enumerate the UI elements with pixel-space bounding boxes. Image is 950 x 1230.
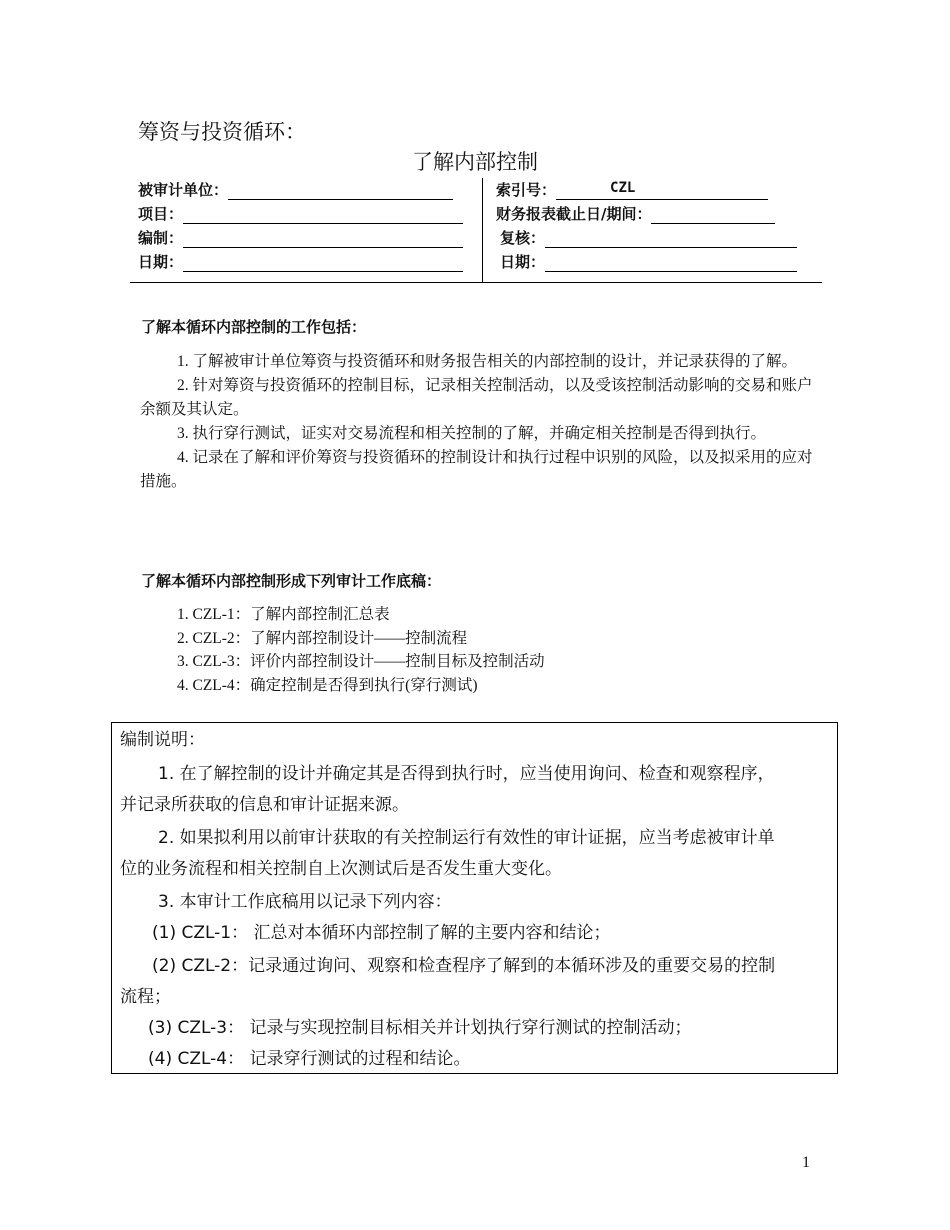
header-table (130, 178, 822, 283)
date-row-left (138, 250, 463, 272)
index-label: 索引号： (496, 181, 557, 199)
section-title: 筹资与投资循环： (138, 120, 306, 144)
reviewer-row (500, 226, 797, 248)
notes-line: 流程； (120, 987, 171, 1007)
notes-box (111, 722, 838, 1074)
papers-list (177, 603, 545, 697)
header-divider (482, 178, 483, 282)
auditee-label: 被审计单位： (138, 181, 229, 199)
page-number: 1 (802, 1154, 810, 1171)
auditee-row (138, 178, 453, 200)
paper-item: 3. CZL-3：评价内部控制设计——控制目标及控制活动 (177, 653, 545, 670)
preparer-row (138, 226, 463, 248)
project-field[interactable] (183, 204, 463, 224)
preparer-field[interactable] (183, 228, 463, 248)
notes-line: (1) CZL-1： 汇总对本循环内部控制了解的主要内容和结论； (152, 923, 611, 943)
work-item: 4. 记录在了解和评价筹资与投资循环的控制设计和执行过程中识别的风险，以及拟采用的应对措施。 (140, 449, 813, 490)
period-field[interactable] (651, 204, 775, 224)
period-row (496, 202, 775, 224)
notes-line: 并记录所获取的信息和审计证据来源。 (120, 795, 409, 815)
paper-item: 1. CZL-1：了解内部控制汇总表 (177, 606, 390, 623)
notes-line: 2. 如果拟利用以前审计获取的有关控制运行有效性的审计证据，应当考虑被审计单 (158, 828, 775, 848)
work-item: 1. 了解被审计单位筹资与投资循环和财务报告相关的内部控制的设计，并记录获得的了解。 (177, 353, 798, 370)
period-label: 财务报表截止日/期间： (496, 205, 652, 223)
date-row-right (500, 250, 797, 272)
work-heading: 了解本循环内部控制的工作包括： (141, 318, 367, 336)
papers-heading: 了解本循环内部控制形成下列审计工作底稿： (141, 572, 442, 590)
document-title: 了解内部控制 (412, 150, 538, 174)
work-item: 3. 执行穿行测试，证实对交易流程和相关控制的了解，并确定相关控制是否得到执行。 (177, 425, 767, 442)
preparer-label: 编制： (138, 229, 184, 247)
notes-line: 位的业务流程和相关控制自上次测试后是否发生重大变化。 (120, 859, 562, 879)
notes-line: (4) CZL-4： 记录穿行测试的过程和结论。 (148, 1049, 471, 1069)
date-label-right: 日期： (500, 253, 546, 271)
index-field[interactable]: CZL (556, 180, 768, 200)
notes-line: (2) CZL-2：记录通过询问、观察和检查程序了解到的本循环涉及的重要交易的控制 (152, 956, 776, 976)
project-label: 项目： (138, 205, 184, 223)
auditee-field[interactable] (228, 180, 453, 200)
work-item: 2. 针对筹资与投资循环的控制目标，记录相关控制活动，以及受该控制活动影响的交易和账户余额及其认定。 (140, 377, 813, 418)
work-items (140, 350, 816, 494)
index-row (496, 178, 768, 200)
date-field-right[interactable] (545, 252, 797, 272)
paper-item: 2. CZL-2：了解内部控制设计——控制流程 (177, 629, 468, 647)
notes-line: 3. 本审计工作底稿用以记录下列内容： (158, 892, 452, 912)
reviewer-label: 复核： (500, 229, 546, 247)
notes-line: 1. 在了解控制的设计并确定其是否得到执行时，应当使用询问、检查和观察程序， (158, 764, 775, 784)
date-field-left[interactable] (183, 252, 463, 272)
paper-item: 4. CZL-4：确定控制是否得到执行(穿行测试) (177, 676, 478, 694)
date-label-left: 日期： (138, 253, 184, 271)
reviewer-field[interactable] (545, 228, 797, 248)
project-row (138, 202, 463, 224)
notes-title: 编制说明： (120, 730, 205, 750)
notes-line: (3) CZL-3： 记录与实现控制目标相关并计划执行穿行测试的控制活动； (148, 1018, 692, 1038)
